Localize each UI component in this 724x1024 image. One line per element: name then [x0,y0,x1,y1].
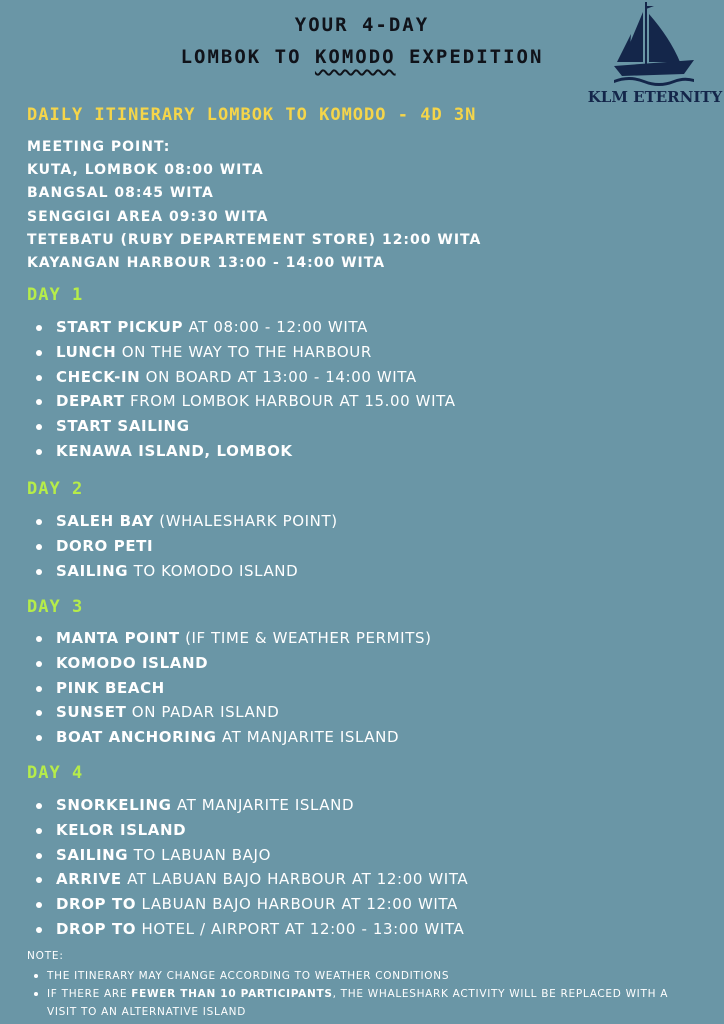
note-item: IF THERE ARE FEWER THAN 10 PARTICIPANTS, THE WHALESHARK ACTIVITY WILL BE REPLACED WITH A VISIT TO AN ALTERNATIVE ISLAND [30,985,687,1021]
brand-name: KLM ETERNITY [587,88,723,106]
list-item: SUNSET ON PADAR ISLAND [30,700,432,725]
title-suffix: EXPEDITION [395,46,544,68]
meeting-point: SENGGIGI AREA 09:30 WITA [27,208,269,225]
list-item: PINK BEACH [30,676,432,701]
day-2-heading: DAY 2 [27,479,84,499]
day-1-heading: DAY 1 [27,285,84,305]
list-item: SAILING TO KOMODO ISLAND [30,559,338,584]
meeting-heading: MEETING POINT: [27,139,171,155]
list-item: KOMODO ISLAND [30,651,432,676]
list-item: KENAWA ISLAND, LOMBOK [30,439,456,464]
meeting-point: KAYANGAN HARBOUR 13:00 - 14:00 WITA [27,255,386,272]
day-3-heading: DAY 3 [27,597,84,617]
list-item: DORO PETI [30,534,338,559]
title-prefix: LOMBOK TO [180,46,315,68]
list-item: DROP TO LABUAN BAJO HARBOUR AT 12:00 WITA [30,892,468,917]
list-item: START SAILING [30,414,456,439]
itinerary-subtitle: DAILY ITINERARY LOMBOK TO KOMODO - 4D 3N [27,105,477,125]
list-item: ARRIVE AT LABUAN BAJO HARBOUR AT 12:00 WITA [30,867,468,892]
title-line-1: YOUR 4-DAY [294,14,430,36]
meeting-point: KUTA, LOMBOK 08:00 WITA [27,162,264,179]
list-item: SNORKELING AT MANJARITE ISLAND [30,793,468,818]
list-item: KELOR ISLAND [30,818,468,843]
note-item: THE ITINERARY MAY CHANGE ACCORDING TO WEATHER CONDITIONS [30,967,687,985]
meeting-point: BANGSAL 08:45 WITA [27,185,214,202]
list-item: START PICKUP AT 08:00 - 12:00 WITA [30,315,456,340]
meeting-point: TETEBATU (RUBY DEPARTEMENT STORE) 12:00 WITA [27,231,482,248]
list-item: DEPART FROM LOMBOK HARBOUR AT 15.00 WITA [30,389,456,414]
day-4-heading: DAY 4 [27,763,84,783]
title-underlined-word: KOMODO [314,46,396,68]
list-item: SAILING TO LABUAN BAJO [30,843,468,868]
day-2-list [30,509,338,583]
note-label: NOTE: [27,950,64,962]
day-3-list [30,626,432,750]
list-item: BOAT ANCHORING AT MANJARITE ISLAND [30,725,432,750]
list-item: LUNCH ON THE WAY TO THE HARBOUR [30,340,456,365]
day-1-list [30,315,456,464]
list-item: SALEH BAY (WHALESHARK POINT) [30,509,338,534]
day-4-list [30,793,468,942]
notes-list [30,967,687,1021]
meeting-points [27,136,481,275]
list-item: MANTA POINT (IF TIME & WEATHER PERMITS) [30,626,432,651]
list-item: DROP TO HOTEL / AIRPORT AT 12:00 - 13:00 WITA [30,917,468,942]
list-item: CHECK-IN ON BOARD AT 13:00 - 14:00 WITA [30,365,456,390]
